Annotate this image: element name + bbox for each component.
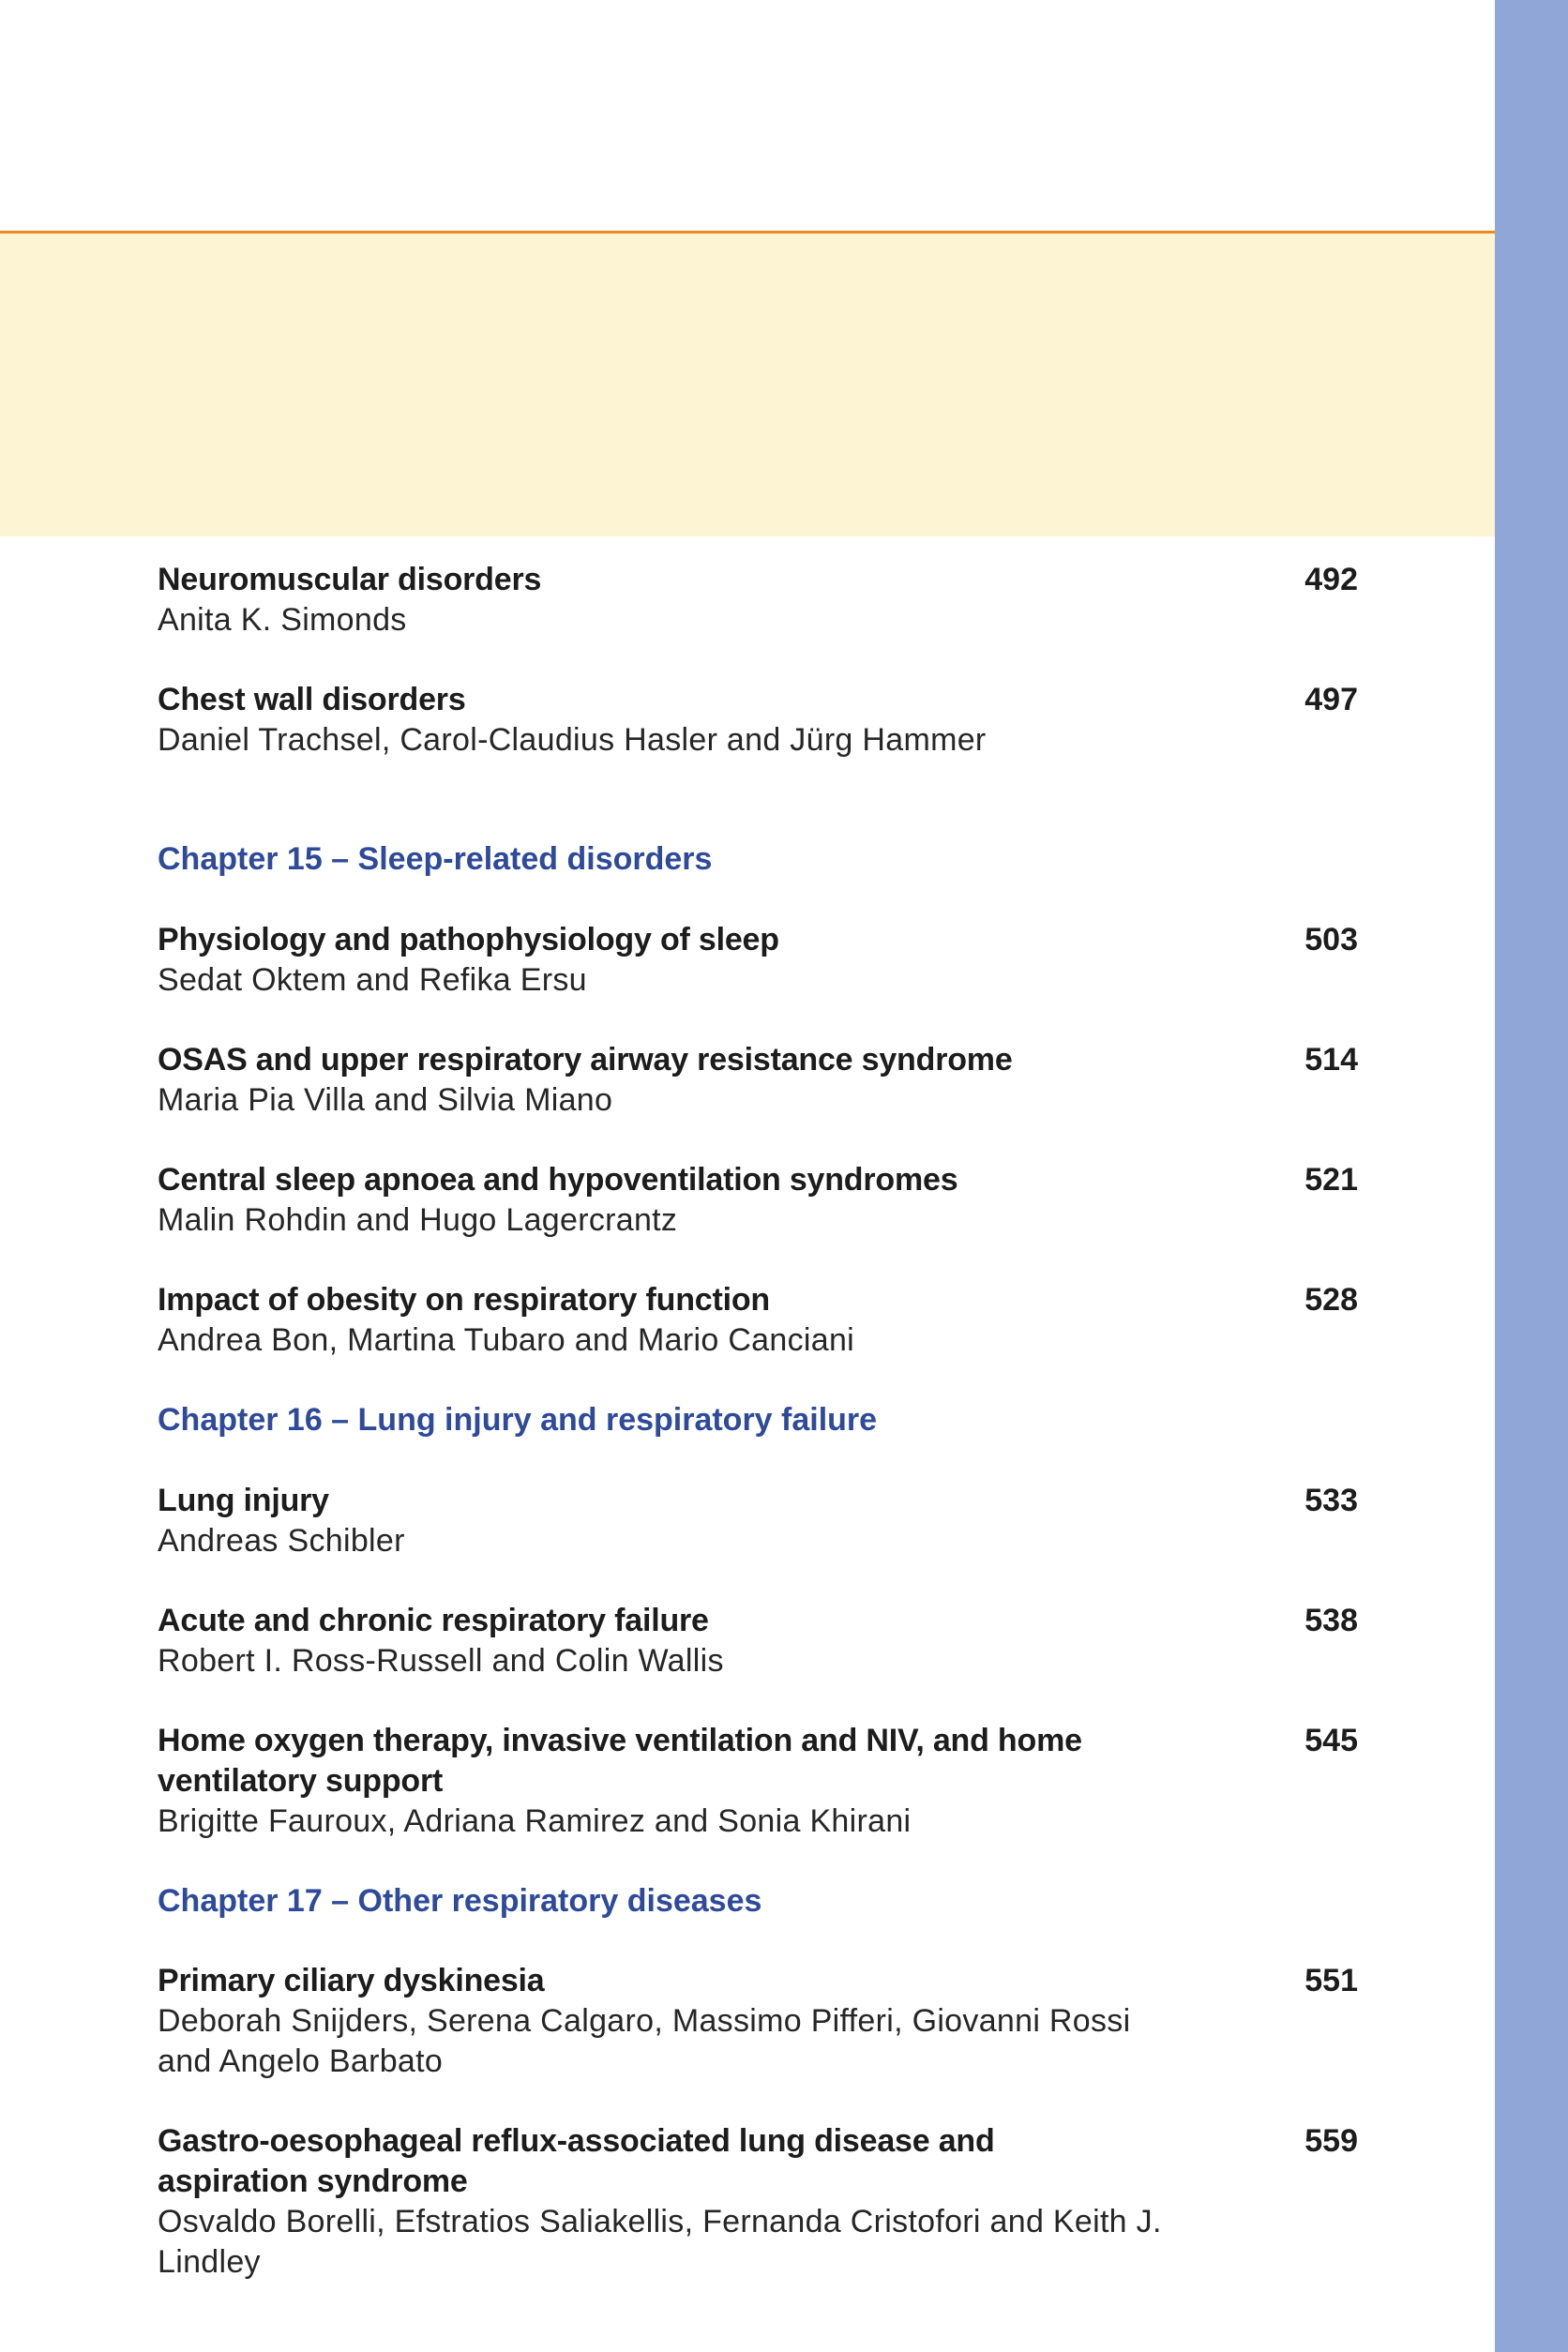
toc-entry[interactable]	[158, 1961, 1358, 2082]
entry-authors: Andreas Schibler	[158, 1523, 405, 1559]
entry-page-number: 492	[1304, 562, 1358, 597]
entry-title: Gastro-oesophageal reflux-associated lung disease and aspiration syndrome	[158, 2123, 995, 2199]
toc-entry[interactable]	[158, 1721, 1358, 1842]
toc-entry[interactable]	[158, 2121, 1358, 2283]
entry-title: Home oxygen therapy, invasive ventilation and NIV, and home ventilatory support	[158, 1723, 1082, 1799]
toc-entry[interactable]	[158, 1160, 1358, 1241]
entry-title: Lung injury	[158, 1483, 329, 1518]
entry-page-number: 538	[1304, 1603, 1358, 1638]
entry-authors: Maria Pia Villa and Silvia Miano	[158, 1082, 613, 1118]
entry-page-number: 497	[1304, 682, 1358, 717]
entry-authors: Brigitte Fauroux, Adriana Ramirez and Sonia Khirani	[158, 1803, 912, 1839]
entry-title: OSAS and upper respiratory airway resistance syndrome	[158, 1042, 1013, 1078]
entry-page-number: 559	[1304, 2123, 1358, 2159]
entry-title: Acute and chronic respiratory failure	[158, 1603, 709, 1638]
entry-authors: Sedat Oktem and Refika Ersu	[158, 962, 587, 998]
entry-authors: Deborah Snijders, Serena Calgaro, Massimo Pifferi, Giovanni Rossi and Angelo Barbato	[158, 2003, 1131, 2079]
entry-page-number: 503	[1304, 922, 1358, 957]
toc-entry[interactable]	[158, 680, 1358, 761]
entry-title: Chest wall disorders	[158, 682, 466, 717]
entry-title: Physiology and pathophysiology of sleep	[158, 922, 779, 957]
entry-authors: Daniel Trachsel, Carol-Claudius Hasler and Jürg Hammer	[158, 722, 987, 758]
entry-page-number: 533	[1304, 1483, 1358, 1518]
entry-page-number: 545	[1304, 1723, 1358, 1758]
side-color-bar	[1495, 0, 1568, 2352]
entry-title: Primary ciliary dyskinesia	[158, 1963, 545, 1998]
toc-entry[interactable]	[158, 1481, 1358, 1561]
entry-title: Neuromuscular disorders	[158, 562, 542, 597]
entry-authors: Andrea Bon, Martina Tubaro and Mario Canciani	[158, 1322, 855, 1358]
toc-entry[interactable]	[158, 1280, 1358, 1361]
chapter-heading: Chapter 17 – Other respiratory diseases	[158, 1883, 762, 1919]
toc-entry[interactable]	[158, 560, 1358, 641]
entry-title: Impact of obesity on respiratory function	[158, 1282, 770, 1318]
entry-page-number: 528	[1304, 1282, 1358, 1318]
entry-authors: Robert I. Ross-Russell and Colin Wallis	[158, 1643, 724, 1679]
entry-page-number: 551	[1304, 1963, 1358, 1998]
toc-entry[interactable]	[158, 1601, 1358, 1681]
entry-page-number: 521	[1304, 1162, 1358, 1198]
chapter-heading: Chapter 15 – Sleep-related disorders	[158, 841, 713, 877]
toc-entry[interactable]	[158, 920, 1358, 1001]
entry-authors: Malin Rohdin and Hugo Lagercrantz	[158, 1202, 678, 1238]
chapter-heading: Chapter 16 – Lung injury and respiratory failure	[158, 1402, 878, 1438]
entry-page-number: 514	[1304, 1042, 1358, 1078]
toc-entry[interactable]	[158, 1040, 1358, 1121]
entry-authors: Osvaldo Borelli, Efstratios Saliakellis, Fernanda Cristofori and Keith J. Lindley	[158, 2204, 1162, 2280]
entry-title: Central sleep apnoea and hypoventilation syndromes	[158, 1162, 958, 1198]
entry-authors: Anita K. Simonds	[158, 602, 407, 638]
